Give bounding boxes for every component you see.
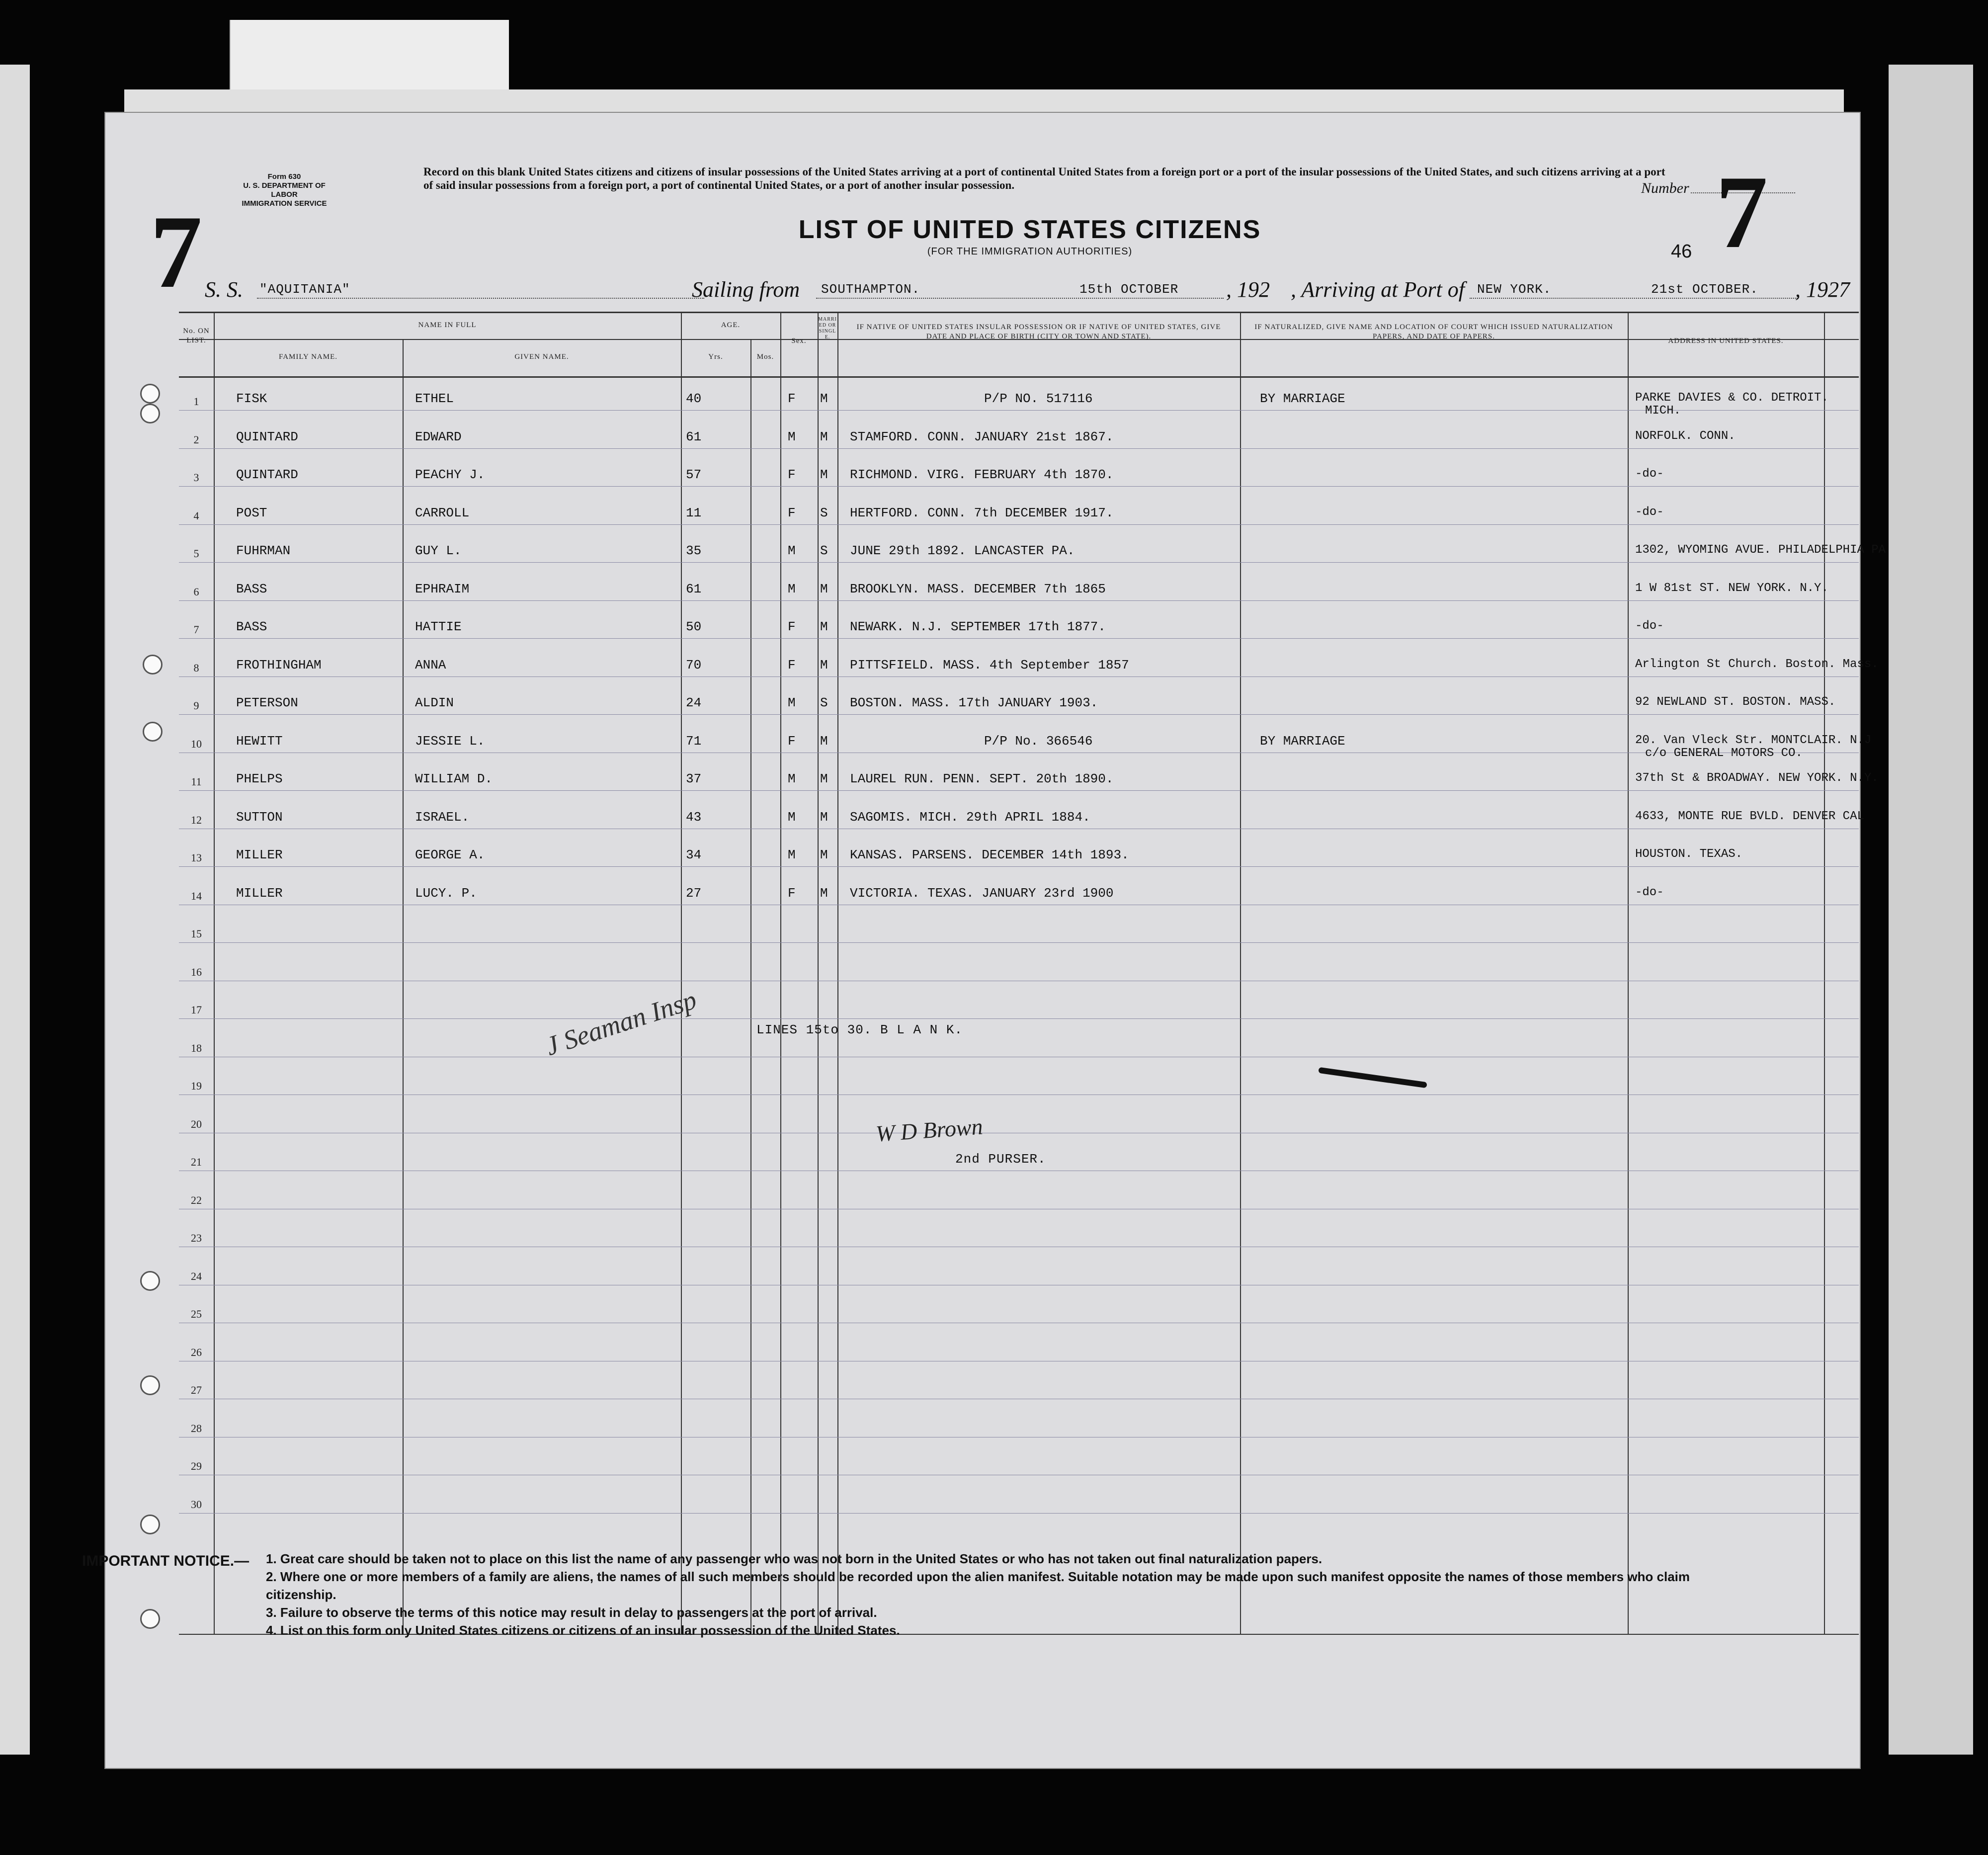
address-cell: HOUSTON. TEXAS. <box>1635 847 1743 861</box>
header-address: ADDRESS IN UNITED STATES. <box>1668 337 1784 345</box>
family-name-cell: FUHRMAN <box>236 543 291 558</box>
row-number: 17 <box>191 1004 202 1016</box>
birth-cell: LAUREL RUN. PENN. SEPT. 20th 1890. <box>850 771 1114 786</box>
marital-status-cell: M <box>820 581 828 596</box>
arrival-port: NEW YORK. <box>1477 282 1552 297</box>
address-cell-line-2: c/o GENERAL MOTORS CO. <box>1645 746 1803 760</box>
naturalization-cell: BY MARRIAGE <box>1260 391 1345 406</box>
birth-cell: P/P NO. 517116 <box>984 391 1093 406</box>
punch-hole <box>140 404 160 423</box>
birth-cell: RICHMOND. VIRG. FEBRUARY 4th 1870. <box>850 467 1114 482</box>
notice-item-3: 3. Failure to observe the terms of this notice may result in delay to passengers at the port of arrival. <box>266 1605 877 1620</box>
sex-cell: F <box>788 619 796 634</box>
header-age: AGE. <box>721 321 741 329</box>
sailing-port: SOUTHAMPTON. <box>821 282 920 297</box>
marital-status-cell: M <box>820 847 828 862</box>
family-name-cell: HEWITT <box>236 733 283 749</box>
birth-cell: HERTFORD. CONN. 7th DECEMBER 1917. <box>850 505 1114 520</box>
row-number: 7 <box>193 623 199 636</box>
row-number: 15 <box>191 928 202 940</box>
address-cell: 20. Van Vleck Str. MONTCLAIR. N.J <box>1635 733 1872 747</box>
address-cell: PARKE DAVIES & CO. DETROIT. <box>1635 391 1828 405</box>
row-number: 18 <box>191 1041 202 1054</box>
header-sex: Sex. <box>791 337 807 345</box>
punch-hole <box>143 722 163 742</box>
notice-label: IMPORTANT NOTICE.— <box>82 1553 249 1569</box>
sex-cell: F <box>788 391 796 406</box>
notice-item-2: 2. Where one or more members of a family are aliens, the names of all such members should be recorded upon the alien manifest. Suitable notation may be made upon such manifest opposite the names of those members who claim citizenship. <box>266 1569 1690 1602</box>
address-cell: Arlington St Church. Boston. Mass. <box>1635 657 1879 671</box>
age-cell: 71 <box>686 733 702 749</box>
family-name-cell: POST <box>236 505 267 520</box>
family-name-cell: SUTTON <box>236 809 283 825</box>
given-name-cell: HATTIE <box>415 619 462 634</box>
punch-hole <box>143 655 163 675</box>
sex-cell: F <box>788 885 796 901</box>
handwritten-number-left: 7 <box>150 194 202 310</box>
sex-cell: F <box>788 505 796 520</box>
given-name-cell: CARROLL <box>415 505 470 520</box>
address-cell: 37th St & BROADWAY. NEW YORK. N.Y. <box>1635 771 1879 785</box>
given-name-cell: EDWARD <box>415 429 462 444</box>
marital-status-cell: M <box>820 771 828 786</box>
birth-cell: BOSTON. MASS. 17th JANUARY 1903. <box>850 695 1098 710</box>
punch-hole <box>140 1375 160 1395</box>
notice-item-1: 1. Great care should be taken not to place on this list the name of any passenger who was not born in the United States or who has not taken out final naturalization papers. <box>266 1551 1323 1566</box>
notice-item-4: 4. List on this form only United States citizens or citizens of an insular possession of the United States. <box>266 1623 900 1638</box>
row-number: 26 <box>191 1346 202 1358</box>
row-number: 6 <box>193 585 199 598</box>
marital-status-cell: M <box>820 619 828 634</box>
page-subtitle: (FOR THE IMMIGRATION AUTHORITIES) <box>927 246 1133 257</box>
sex-cell: M <box>788 847 796 862</box>
row-number: 10 <box>191 737 202 750</box>
family-name-cell: BASS <box>236 581 267 596</box>
given-name-cell: EPHRAIM <box>415 581 470 596</box>
row-number: 21 <box>191 1156 202 1168</box>
age-cell: 24 <box>686 695 702 710</box>
row-number: 13 <box>191 851 202 864</box>
row-number: 12 <box>191 813 202 826</box>
sailing-date: 15th OCTOBER <box>1079 282 1179 297</box>
record-instructions: Record on this blank United States citizens and citizens of insular possessions of the United States arriving at a port of continental United States from a foreign port or a port of the insular possessions of the United States, and such citizens arriving at a port of said insular possessions from a foreign port, a port of continental United States, or a port of another insular possession. <box>423 166 1665 191</box>
purser-signature: W D Brown <box>875 1113 984 1147</box>
row-number: 1 <box>193 395 199 408</box>
age-cell: 35 <box>686 543 702 558</box>
address-cell: 4633, MONTE RUE BVLD. DENVER CAL <box>1635 809 1864 823</box>
sex-cell: M <box>788 543 796 558</box>
marital-status-cell: M <box>820 885 828 901</box>
row-number: 29 <box>191 1460 202 1472</box>
sex-cell: F <box>788 733 796 749</box>
handwritten-number-right: 7 <box>1716 155 1768 270</box>
header-mos: Mos. <box>756 353 774 361</box>
row-number: 22 <box>191 1193 202 1206</box>
ss-label: S. S. <box>205 277 243 302</box>
given-name-cell: WILLIAM D. <box>415 771 493 786</box>
left-adjacent-page <box>0 65 30 1755</box>
age-cell: 11 <box>686 505 702 520</box>
row-number: 28 <box>191 1422 202 1434</box>
row-number: 25 <box>191 1308 202 1320</box>
marital-status-cell: M <box>820 467 828 482</box>
age-cell: 37 <box>686 771 702 786</box>
address-cell: 1 W 81st ST. NEW YORK. N.Y. <box>1635 581 1828 595</box>
row-number: 14 <box>191 889 202 902</box>
manifest-sheet <box>104 112 1886 1769</box>
birth-cell: BROOKLYN. MASS. DECEMBER 7th 1865 <box>850 581 1106 596</box>
header-native-birth: IF NATIVE OF UNITED STATES INSULAR POSSESSION OR IF NATIVE OF UNITED STATES, GIVE DATE AND PLACE OF BIRTH (CITY OR TOWN AND STATE). <box>856 323 1221 340</box>
row-number: 16 <box>191 965 202 978</box>
number-label: Number <box>1641 180 1689 196</box>
family-name-cell: FROTHINGHAM <box>236 657 322 673</box>
sailing-label: Sailing from <box>692 277 800 302</box>
family-name-cell: MILLER <box>236 885 283 901</box>
naturalization-cell: BY MARRIAGE <box>1260 733 1345 749</box>
age-cell: 70 <box>686 657 702 673</box>
age-cell: 40 <box>686 391 702 406</box>
marital-status-cell: S <box>820 543 828 558</box>
inspector-signature: J Seaman Insp <box>542 984 700 1062</box>
punch-hole <box>140 384 160 404</box>
given-name-cell: JESSIE L. <box>415 733 485 749</box>
row-number: 2 <box>193 433 199 446</box>
sex-cell: F <box>788 467 796 482</box>
header-no: No. ON LIST. <box>183 327 210 344</box>
birth-cell: P/P No. 366546 <box>984 733 1093 749</box>
marital-status-cell: S <box>820 505 828 520</box>
given-name-cell: GUY L. <box>415 543 462 558</box>
address-cell: -do- <box>1635 467 1664 481</box>
given-name-cell: PEACHY J. <box>415 467 485 482</box>
ship-name: "AQUITANIA" <box>259 282 350 297</box>
marital-status-cell: S <box>820 695 828 710</box>
row-number: 5 <box>193 547 199 560</box>
header-given-name: GIVEN NAME. <box>514 353 569 361</box>
family-name-cell: QUINTARD <box>236 429 298 444</box>
form-identifier <box>235 172 334 208</box>
age-cell: 27 <box>686 885 702 901</box>
department-name: U. S. DEPARTMENT OF LABOR <box>243 181 326 199</box>
blank-lines-note: LINES 15to 30. B L A N K. <box>756 1022 963 1037</box>
row-number: 11 <box>191 775 202 788</box>
birth-cell: KANSAS. PARSENS. DECEMBER 14th 1893. <box>850 847 1129 862</box>
birth-cell: PITTSFIELD. MASS. 4th September 1857 <box>850 657 1129 673</box>
arrival-year: , 1927 <box>1795 277 1850 302</box>
arrival-fill-line <box>1470 298 1798 299</box>
given-name-cell: GEORGE A. <box>415 847 485 862</box>
given-name-cell: LUCY. P. <box>415 885 477 901</box>
row-number: 24 <box>191 1269 202 1282</box>
age-cell: 61 <box>686 581 702 596</box>
marital-status-cell: M <box>820 809 828 825</box>
right-adjacent-page <box>1889 65 1973 1755</box>
header-name-in-full: NAME IN FULL <box>418 321 477 329</box>
birth-cell: STAMFORD. CONN. JANUARY 21st 1867. <box>850 429 1114 444</box>
service-name: IMMIGRATION SERVICE <box>242 199 327 208</box>
given-name-cell: ISRAEL. <box>415 809 470 825</box>
family-name-cell: MILLER <box>236 847 283 862</box>
sex-cell: M <box>788 429 796 444</box>
header-naturalized: IF NATURALIZED, GIVE NAME AND LOCATION OF COURT WHICH ISSUED NATURALIZATION PAPERS, AND DATE OF PAPERS. <box>1254 323 1613 340</box>
sex-cell: F <box>788 657 796 673</box>
address-cell: 92 NEWLAND ST. BOSTON. MASS. <box>1635 695 1836 709</box>
given-name-cell: ETHEL <box>415 391 454 406</box>
marital-status-cell: M <box>820 429 828 444</box>
row-number: 8 <box>193 661 199 674</box>
row-number: 19 <box>191 1080 202 1092</box>
given-name-cell: ALDIN <box>415 695 454 710</box>
row-number: 20 <box>191 1117 202 1130</box>
form-number: Form 630 <box>267 172 301 181</box>
sex-cell: M <box>788 809 796 825</box>
family-name-cell: PHELPS <box>236 771 283 786</box>
family-name-cell: BASS <box>236 619 267 634</box>
birth-cell: NEWARK. N.J. SEPTEMBER 17th 1877. <box>850 619 1106 634</box>
row-number: 30 <box>191 1498 202 1511</box>
family-name-cell: PETERSON <box>236 695 298 710</box>
age-cell: 50 <box>686 619 702 634</box>
birth-cell: JUNE 29th 1892. LANCASTER PA. <box>850 543 1075 558</box>
punch-hole <box>140 1609 160 1629</box>
marital-status-cell: M <box>820 733 828 749</box>
age-cell: 34 <box>686 847 702 862</box>
address-cell: -do- <box>1635 885 1664 899</box>
signature-title: 2nd PURSER. <box>955 1152 1046 1167</box>
sailing-fill-line <box>816 298 1224 299</box>
address-cell: 1302, WYOMING AVUE. PHILADELPHIA PA <box>1635 543 1886 557</box>
ship-fill-line <box>257 298 704 299</box>
row-number: 4 <box>193 509 199 522</box>
arrival-date: 21st OCTOBER. <box>1651 282 1758 297</box>
age-cell: 43 <box>686 809 702 825</box>
page-title: LIST OF UNITED STATES CITIZENS <box>798 215 1261 244</box>
address-cell-line-2: MICH. <box>1645 404 1681 418</box>
age-cell: 61 <box>686 429 702 444</box>
punch-hole <box>140 1515 160 1534</box>
birth-cell: SAGOMIS. MICH. 29th APRIL 1884. <box>850 809 1090 825</box>
sex-cell: M <box>788 771 796 786</box>
marital-status-cell: M <box>820 657 828 673</box>
punch-hole <box>140 1271 160 1291</box>
family-name-cell: QUINTARD <box>236 467 298 482</box>
row-number: 3 <box>193 471 199 484</box>
birth-cell: VICTORIA. TEXAS. JANUARY 23rd 1900 <box>850 885 1114 901</box>
sex-cell: M <box>788 581 796 596</box>
family-name-cell: FISK <box>236 391 267 406</box>
address-cell: NORFOLK. CONN. <box>1635 429 1736 443</box>
row-number: 23 <box>191 1232 202 1244</box>
header-family-name: FAMILY NAME. <box>279 353 337 361</box>
year-label: , 192 <box>1226 277 1270 302</box>
address-cell: -do- <box>1635 619 1664 633</box>
header-yrs: Yrs. <box>708 353 723 361</box>
sex-cell: M <box>788 695 796 710</box>
arriving-label: , Arriving at Port of <box>1291 277 1465 302</box>
row-number: 9 <box>193 699 199 712</box>
given-name-cell: ANNA <box>415 657 446 673</box>
header-married-single: MARRIED OR SINGLE. <box>818 317 837 340</box>
marital-status-cell: M <box>820 391 828 406</box>
passenger-table <box>179 312 1886 1634</box>
address-cell: -do- <box>1635 505 1664 519</box>
age-cell: 57 <box>686 467 702 482</box>
row-number: 27 <box>191 1384 202 1396</box>
page-number: 46 <box>1671 241 1692 262</box>
